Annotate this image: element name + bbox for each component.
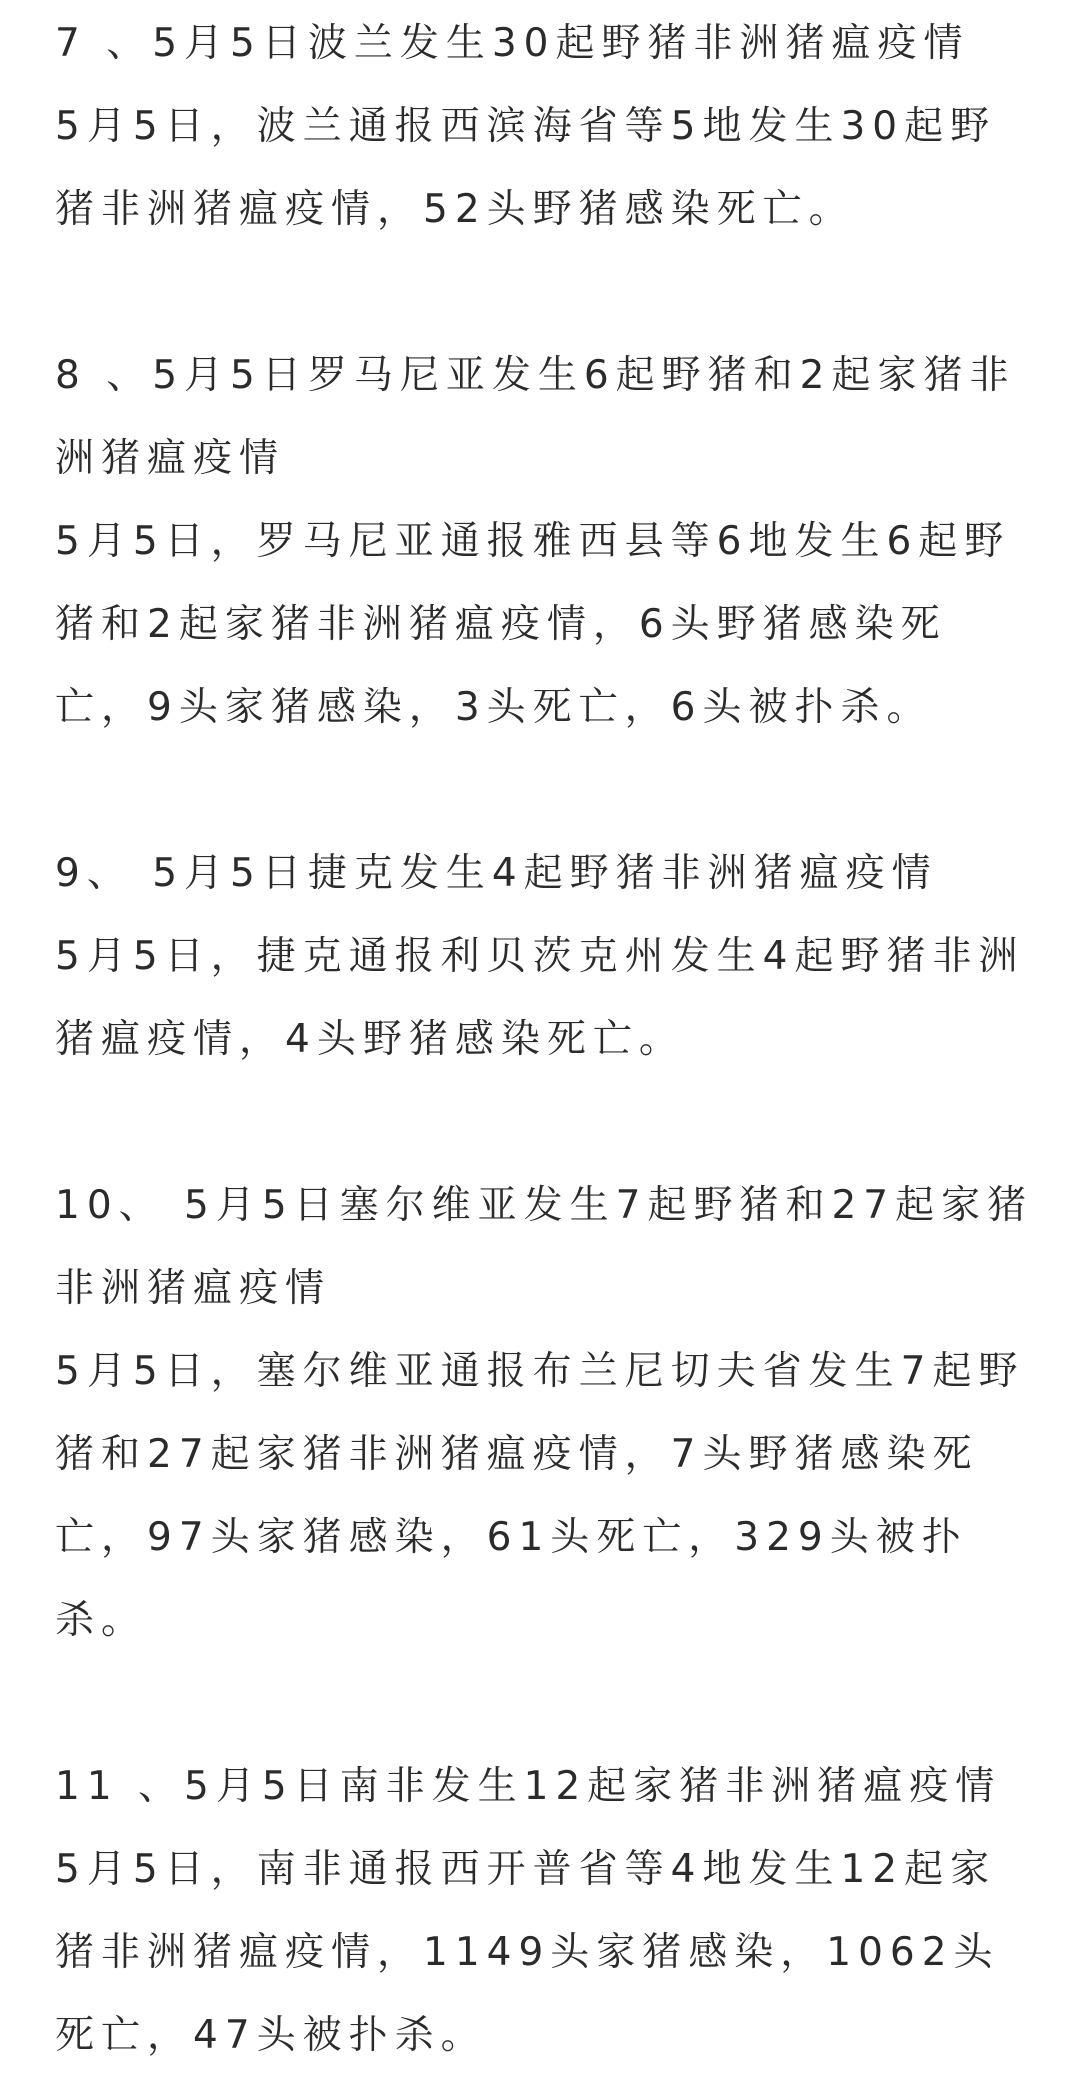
news-item-7 xyxy=(55,2,1035,251)
news-item-body: 5月5日，南非通报西开普省等4地发生12起家猪非洲猪瘟疫情，1149头家猪感染，1062头死亡，47头被扑杀。 xyxy=(55,1847,1000,2058)
news-item-title: 11 、5月5日南非发生12起家猪非洲猪瘟疫情 xyxy=(55,1764,1002,1809)
news-item-8 xyxy=(55,334,1035,749)
news-item-body: 5月5日，罗马尼亚通报雅西县等6地发生6起野猪和2起家猪非洲猪瘟疫情，6头野猪感染死亡，9头家猪感染，3头死亡，6头被扑杀。 xyxy=(55,519,1011,730)
news-item-10 xyxy=(55,1164,1035,1662)
news-item-9 xyxy=(55,832,1035,1081)
news-item-body: 5月5日，捷克通报利贝茨克州发生4起野猪非洲猪瘟疫情，4头野猪感染死亡。 xyxy=(55,934,1025,1062)
news-item-title: 9、 5月5日捷克发生4起野猪非洲猪瘟疫情 xyxy=(55,851,938,896)
news-item-title: 8 、5月5日罗马尼亚发生6起野猪和2起家猪非洲猪瘟疫情 xyxy=(55,353,1016,481)
article xyxy=(55,2,1035,2077)
news-item-body: 5月5日，波兰通报西滨海省等5地发生30起野猪非洲猪瘟疫情，52头野猪感染死亡。 xyxy=(55,104,997,232)
news-item-11 xyxy=(55,1745,1035,2077)
news-item-title: 10、 5月5日塞尔维亚发生7起野猪和27起家猪非洲猪瘟疫情 xyxy=(55,1183,1034,1311)
news-item-body: 5月5日，塞尔维亚通报布兰尼切夫省发生7起野猪和27起家猪非洲猪瘟疫情，7头野猪感染死亡，97头家猪感染，61头死亡，329头被扑杀。 xyxy=(55,1349,1025,1643)
news-item-title: 7 、5月5日波兰发生30起野猪非洲猪瘟疫情 xyxy=(55,21,970,66)
